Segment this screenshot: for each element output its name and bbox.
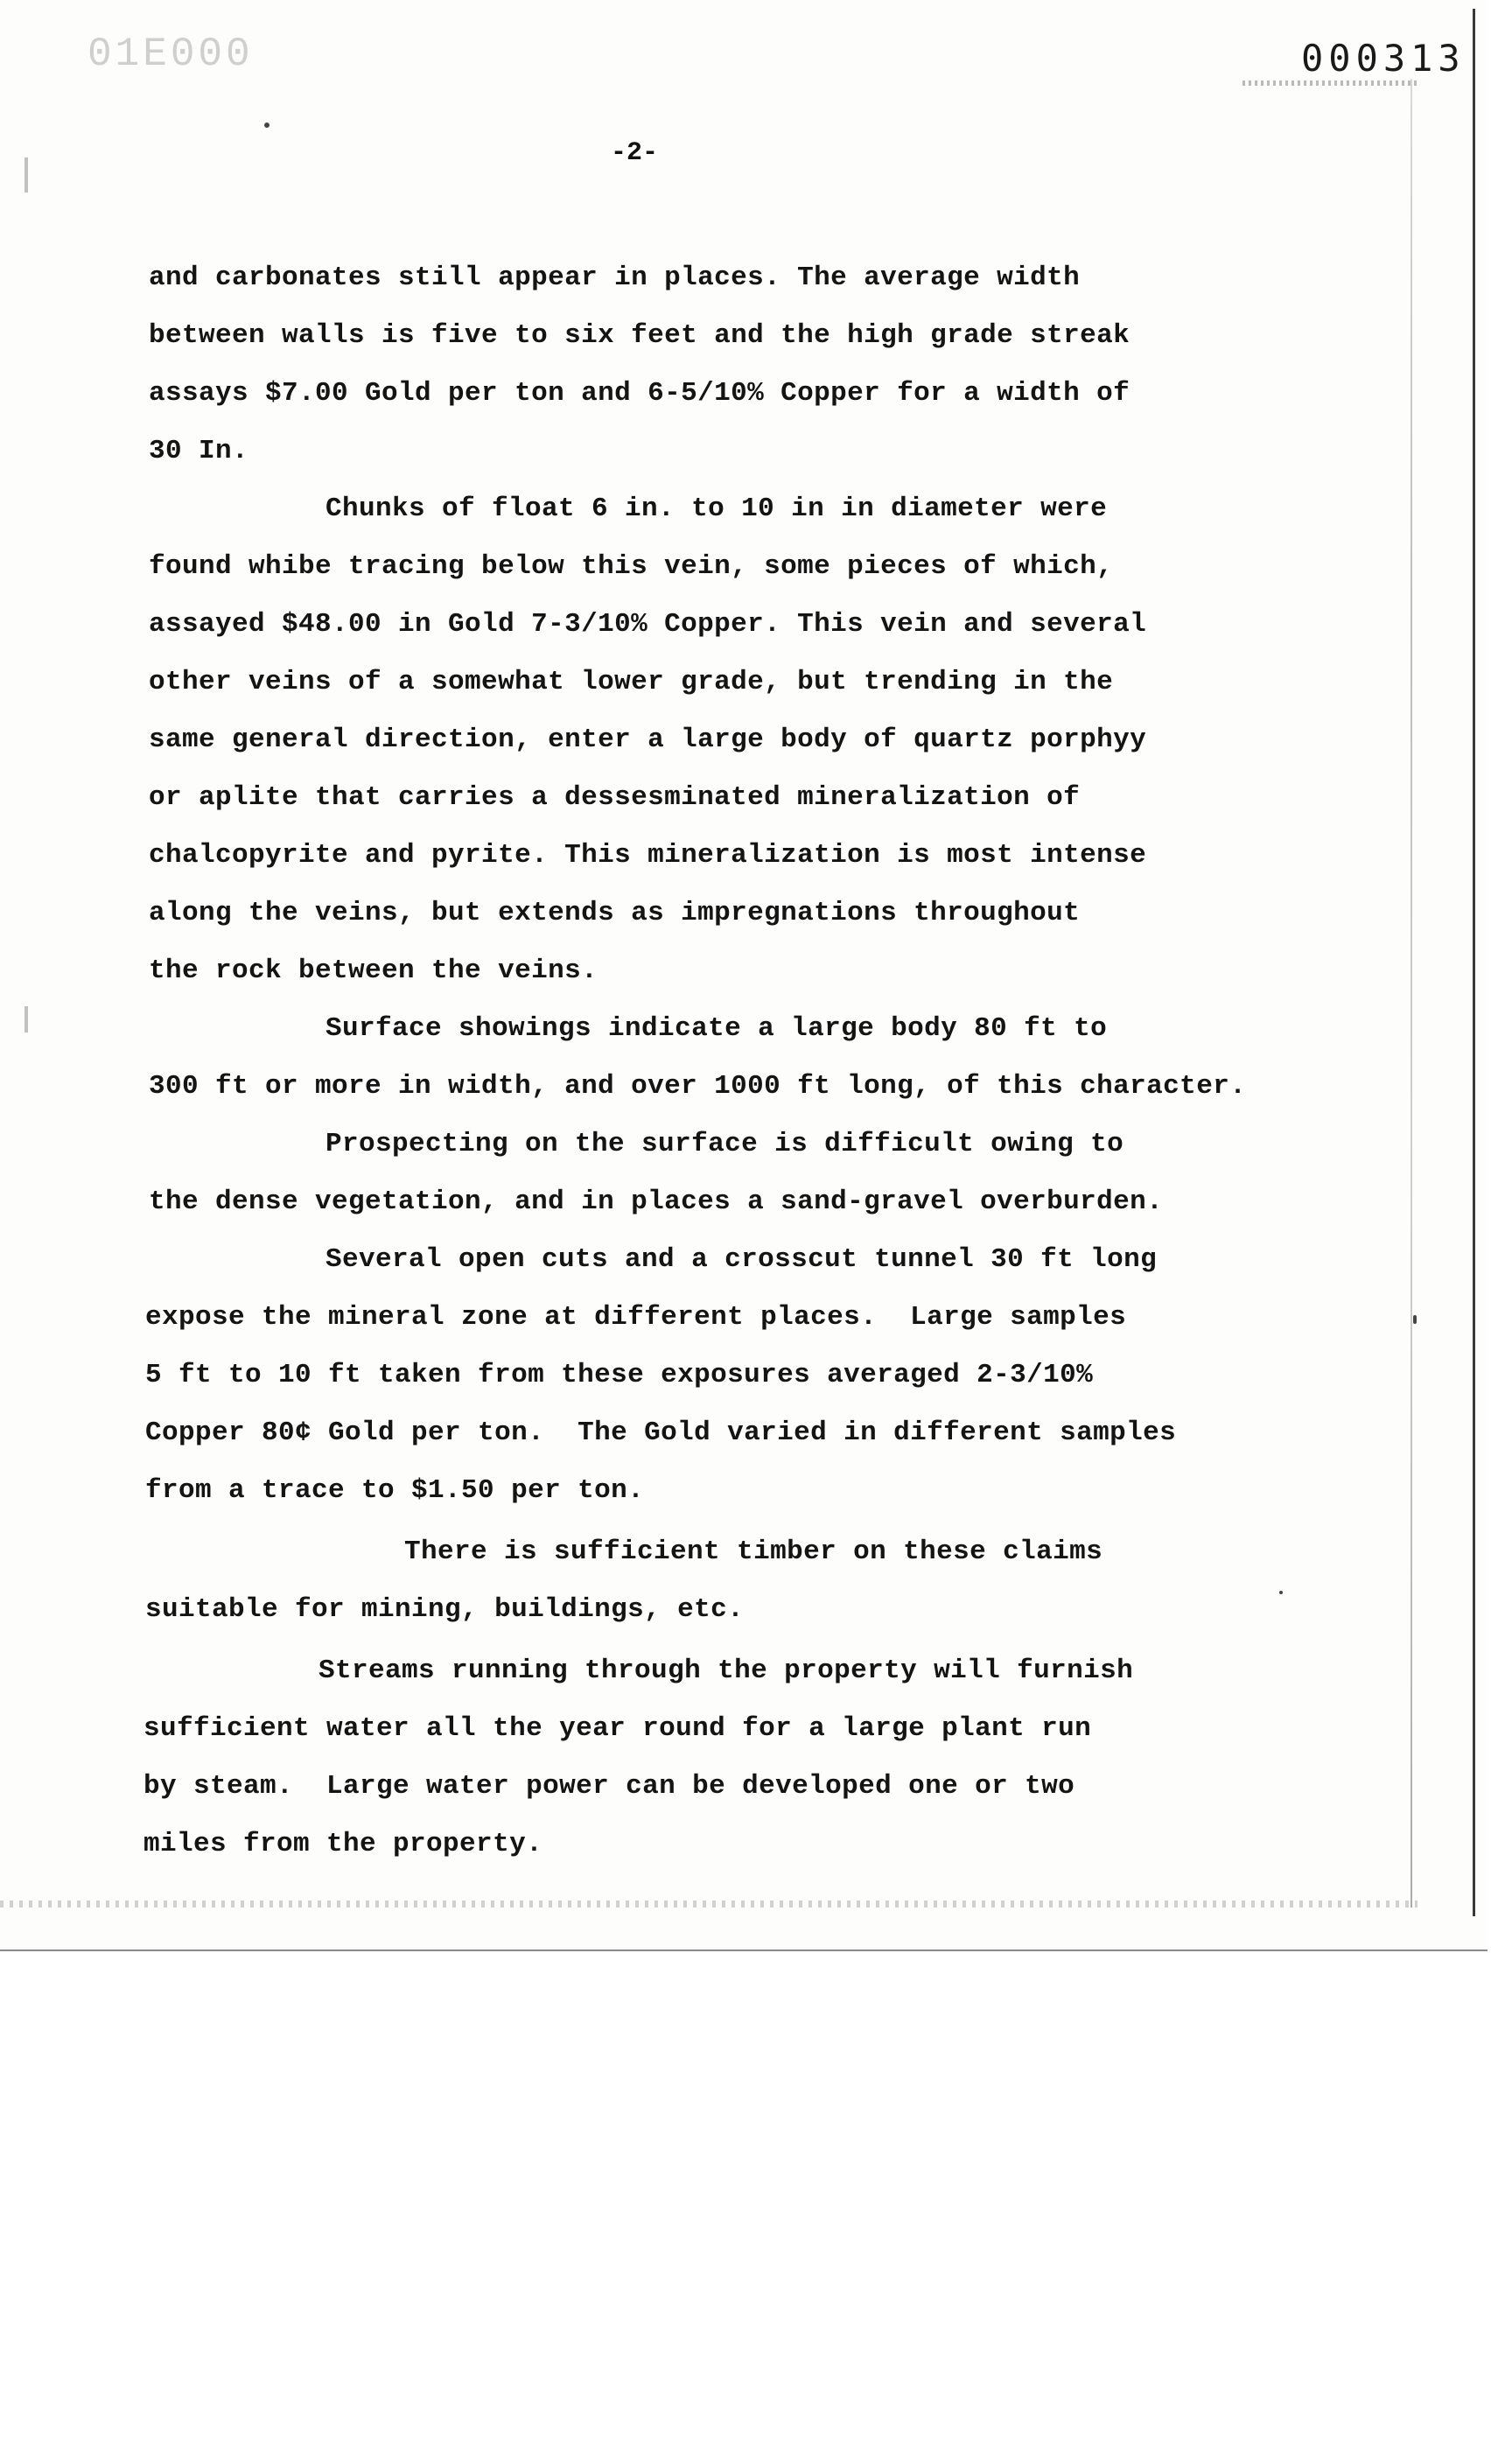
text-line: the rock between the veins. xyxy=(149,956,598,986)
text-line: Several open cuts and a crosscut tunnel 30 ft long xyxy=(326,1244,1158,1275)
scan-edge-mark xyxy=(1410,79,1412,1908)
text-line: Chunks of float 6 in. to 10 in in diameter were xyxy=(326,494,1108,524)
scan-speck xyxy=(1279,1591,1283,1594)
scan-mark xyxy=(24,158,28,192)
text-line: assays $7.00 Gold per ton and 6-5/10% Copper for a width of xyxy=(149,378,1130,409)
text-line: There is sufficient timber on these claims xyxy=(404,1536,1103,1567)
text-line: assayed $48.00 in Gold 7-3/10% Copper. This vein and several xyxy=(149,609,1147,640)
text-line: 30 In. xyxy=(149,436,249,466)
text-line: along the veins, but extends as impregnations throughout xyxy=(149,898,1081,928)
text-line: sufficient water all the year round for a large plant run xyxy=(144,1713,1092,1744)
text-line: from a trace to $1.50 per ton. xyxy=(145,1475,645,1506)
text-line: Prospecting on the surface is difficult owing to xyxy=(326,1129,1124,1159)
scan-mark xyxy=(24,1006,28,1032)
text-line: between walls is five to six feet and the high grade streak xyxy=(149,320,1130,351)
page-edge-shadow xyxy=(1473,9,1475,1916)
scan-speck xyxy=(264,122,270,128)
text-line: found whibe tracing below this vein, some pieces of which, xyxy=(149,551,1114,582)
text-line: same general direction, enter a large body of quartz porphyy xyxy=(149,724,1147,755)
text-line: chalcopyrite and pyrite. This mineralization is most intense xyxy=(149,840,1147,871)
scan-noise xyxy=(1242,80,1418,86)
text-line: expose the mineral zone at different places. Large samples xyxy=(145,1302,1127,1333)
scan-noise-bottom xyxy=(0,1900,1418,1908)
scan-speck xyxy=(1413,1315,1417,1324)
text-line: the dense vegetation, and in places a sand-gravel overburden. xyxy=(149,1186,1164,1217)
text-line: by steam. Large water power can be developed one or two xyxy=(144,1771,1075,1802)
page-number: -2- xyxy=(611,138,659,168)
text-line: and carbonates still appear in places. The average width xyxy=(149,262,1081,293)
text-line: or aplite that carries a dessesminated mineralization of xyxy=(149,782,1081,813)
text-line: 5 ft to 10 ft taken from these exposures averaged 2-3/10% xyxy=(145,1360,1094,1390)
text-line: suitable for mining, buildings, etc. xyxy=(145,1594,745,1625)
text-line: 300 ft or more in width, and over 1000 ft long, of this character. xyxy=(149,1071,1247,1102)
text-line: other veins of a somewhat lower grade, but trending in the xyxy=(149,667,1114,697)
text-line: Streams running through the property will furnish xyxy=(318,1656,1134,1686)
text-line: Copper 80¢ Gold per ton. The Gold varied in different samples xyxy=(145,1418,1177,1448)
text-line: miles from the property. xyxy=(144,1829,543,1859)
faint-stamp-number: 01E000 xyxy=(88,32,254,77)
text-line: Surface showings indicate a large body 80 ft to xyxy=(326,1013,1108,1044)
document-number: 000313 xyxy=(1301,37,1466,80)
